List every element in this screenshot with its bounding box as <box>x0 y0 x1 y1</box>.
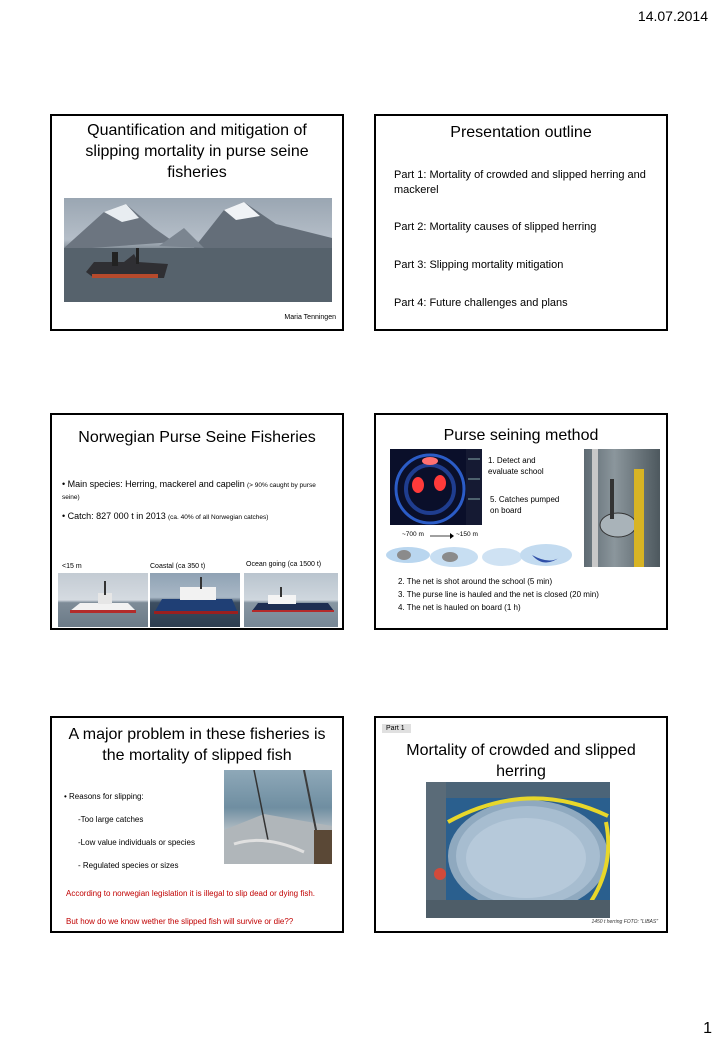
legislation-note: According to norwegian legislation it is illegal to slip dead or dying fish. <box>66 889 316 898</box>
slipped-herring-illustration <box>224 770 332 864</box>
slide-slipping-problem <box>50 716 344 933</box>
slipped-herring-photo <box>224 770 332 864</box>
slipping-heading: A major problem in these fisheries is the mortality of slipped fish <box>68 726 326 764</box>
outline-item: Part 2: Mortality causes of slipped herring <box>394 221 597 233</box>
fisheries-heading: Norwegian Purse Seine Fisheries <box>78 429 316 446</box>
step-purse: 3. The purse line is hauled and the net is closed (20 min) <box>398 590 599 599</box>
step-pumped: 5. Catches pumped on board <box>490 495 560 515</box>
slide-purse-seining <box>374 413 668 630</box>
reasons-label: • Reasons for slipping: <box>64 792 144 801</box>
sonar-echo-illustration <box>390 449 482 525</box>
outline-item: Part 4: Future challenges and plans <box>394 297 568 309</box>
sonar-display <box>390 449 482 525</box>
pump-photo <box>584 449 660 567</box>
outline-item: Part 3: Slipping mortality mitigation <box>394 259 564 271</box>
purse-seining-heading: Purse seining method <box>443 427 599 444</box>
distance-150: ~150 m <box>456 531 478 538</box>
coastal-vessel-photo <box>150 573 240 627</box>
slide-norwegian-fisheries <box>50 413 344 630</box>
species-bullet <box>62 479 334 491</box>
crowded-herring-photo <box>426 782 610 918</box>
mountain-scene-illustration <box>64 198 332 302</box>
step-shot: 2. The net is shot around the school (5 min) <box>398 577 553 586</box>
vessel-label-small: <15 m <box>62 563 82 570</box>
pump-illustration <box>584 449 660 567</box>
slide-title-heading: Quantification and mitigation of slipping mortality in purse seine fisheries <box>85 122 309 181</box>
ocean-vessel-photo <box>244 573 338 627</box>
species-bullet-cont: seine) <box>62 494 80 501</box>
survival-question: But how do we know wether the slipped fish will survive or die?? <box>66 917 294 926</box>
small-vessel-illustration <box>58 573 148 627</box>
distance-700: ~700 m <box>402 531 424 538</box>
slide-part1-mortality <box>374 716 668 933</box>
crowded-herring-illustration <box>426 782 610 918</box>
slide-title <box>50 114 344 331</box>
reason-item: -Too large catches <box>78 815 144 824</box>
page-number: 1 <box>703 1020 712 1037</box>
step-haul: 4. The net is hauled on board (1 h) <box>398 603 521 612</box>
vessel-label-ocean: Ocean going (ca 1500 t) <box>246 561 322 568</box>
catch-bullet-main: • Catch: 827 000 t in 2013 <box>62 511 166 521</box>
coastal-vessel-illustration <box>150 573 240 627</box>
outline-item: Part 1: Mortality of crowded and slipped herring and mackerel <box>394 169 646 196</box>
catch-bullet <box>62 511 334 523</box>
reason-item: -Low value individuals or species <box>78 838 195 847</box>
slide-outline <box>374 114 668 331</box>
species-bullet-main: • Main species: Herring, mackerel and capelin <box>62 479 245 489</box>
small-vessel-photo <box>58 573 148 627</box>
catch-bullet-note: (ca. 40% of all Norwegian catches) <box>167 514 269 521</box>
species-bullet-note: (> 90% caught by purse <box>246 482 316 489</box>
part1-heading: Mortality of crowded and slipped herring <box>406 742 636 780</box>
mountain-lake-photo <box>64 198 332 302</box>
part-tag: Part 1 <box>382 724 411 733</box>
net-sequence-diagram <box>384 539 584 573</box>
step-detect: 1. Detect and evaluate school <box>488 456 544 476</box>
print-date: 14.07.2014 <box>637 8 708 24</box>
photo-credit: 1450 t herring FOTO: "LIBAS" <box>591 919 658 925</box>
author-name: Maria Tenningen <box>284 314 336 321</box>
vessel-label-coastal: Coastal (ca 350 t) <box>150 563 206 570</box>
reason-item: - Regulated species or sizes <box>78 861 179 870</box>
ocean-vessel-illustration <box>244 573 338 627</box>
outline-heading: Presentation outline <box>450 124 592 141</box>
